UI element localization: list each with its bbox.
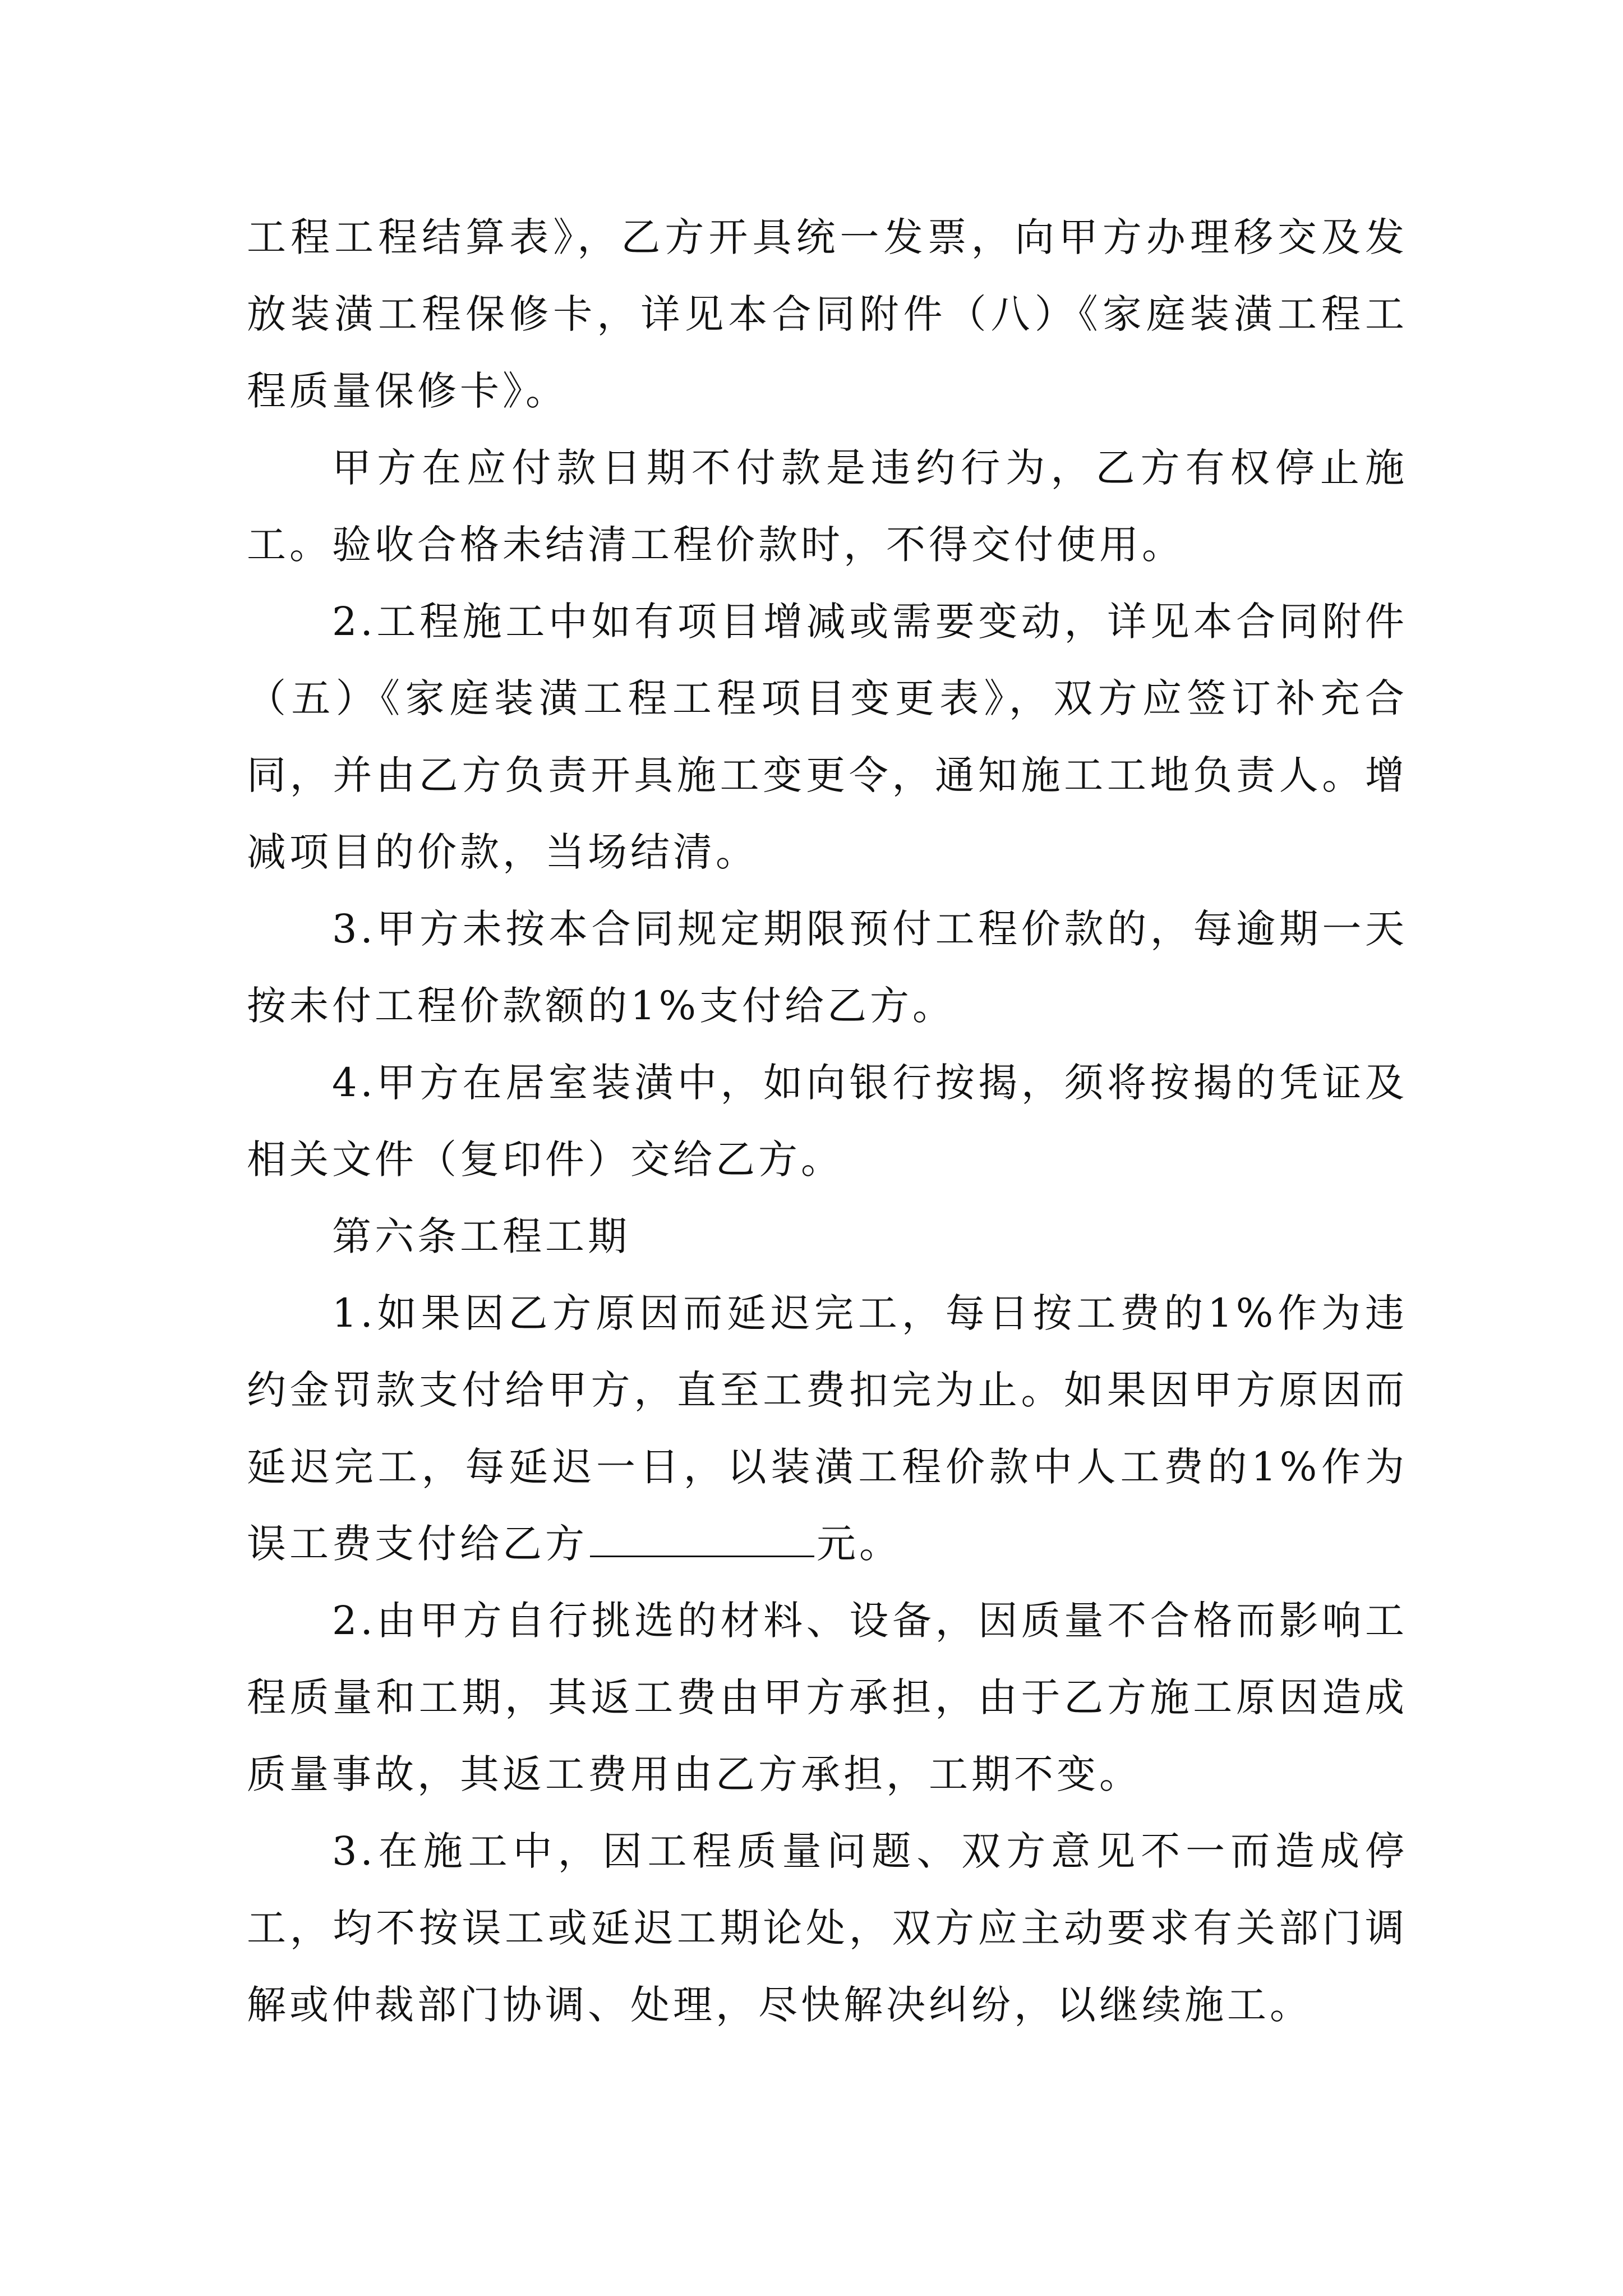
paragraph-article-6-item-3-disputes: 3.在施工中，因工程质量问题、双方意见不一而造成停工，均不按误工或延迟工期论处，双方应主动要求有关部门调解或仲裁部门协调、处理，尽快解决纠纷，以继续施工。 [247,1828,1408,2028]
paragraph-article-6-item-1-delay [247,1275,1408,1582]
section-heading-article-6: 第六条工程工期 [332,1213,630,1259]
amount-blank-line [590,1516,814,1557]
paragraph-text-before-blank: 1.如果因乙方原因而延迟完工，每日按工费的1%作为违约金罚款支付给甲方，直至工费扣完为止。如果因甲方原因而延迟完工，每延迟一日，以装潢工程价款中人工费的1%作为误工费支付给乙方 [247,1290,1408,1567]
paragraph-item-3-late-payment: 3.甲方未按本合同规定期限预付工程价款的，每逾期一天按未付工程价款额的1%支付给乙方。 [247,906,1408,1029]
paragraph-payment-default: 甲方在应付款日期不付款是违约行为，乙方有权停止施工。验收合格未结清工程价款时，不得交付使用。 [247,445,1408,568]
paragraph-article-6-item-2-materials: 2.由甲方自行挑选的材料、设备，因质量不合格而影响工程质量和工期，其返工费由甲方承担，由于乙方施工原因造成质量事故，其返工费用由乙方承担，工期不变。 [247,1598,1408,1797]
paragraph-item-2-project-changes: 2.工程施工中如有项目增减或需要变动，详见本合同附件（五）《家庭装潢工程工程项目变更表》，双方应签订补充合同，并由乙方负责开具施工变更令，通知施工工地负责人。增减项目的价款，当场结清。 [247,599,1408,875]
document-body [247,199,1408,2044]
paragraph-text-after-blank: 元。 [817,1521,902,1567]
paragraph-settlement-continuation: 工程工程结算表》，乙方开具统一发票，向甲方办理移交及发放装潢工程保修卡，详见本合同附件（八）《家庭装潢工程工程质量保修卡》。 [247,214,1408,414]
paragraph-item-4-mortgage: 4.甲方在居室装潢中，如向银行按揭，须将按揭的凭证及相关文件（复印件）交给乙方。 [247,1060,1408,1182]
